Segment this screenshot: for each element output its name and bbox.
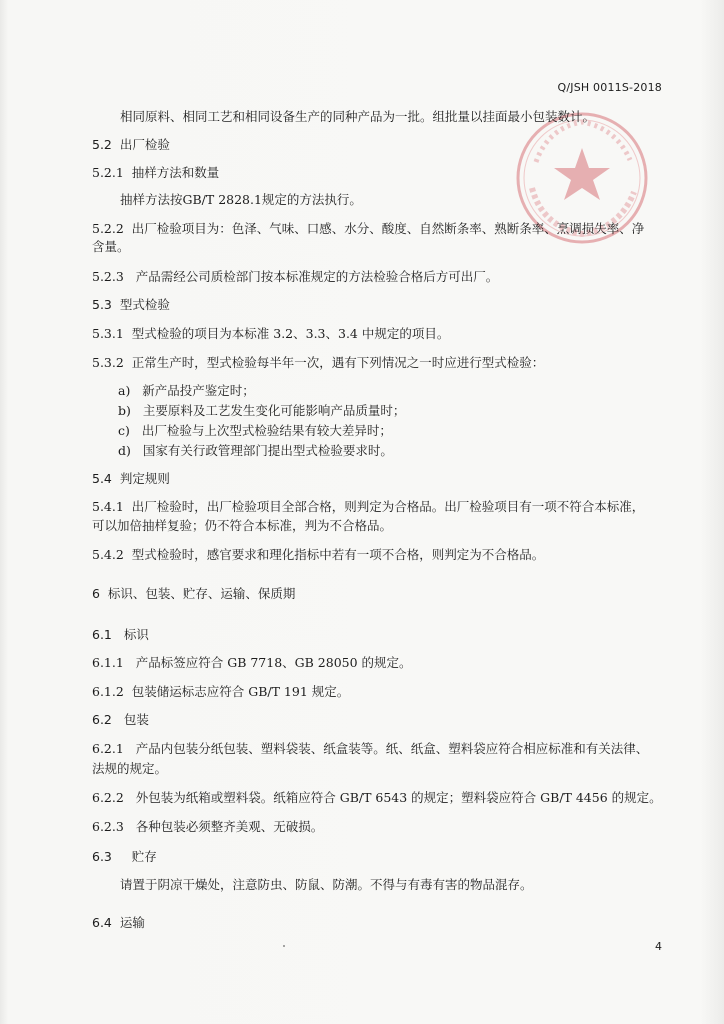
clause-text: 型式检验时，感官要求和理化指标中若有一项不合格，则判定为不合格品。 [131, 547, 545, 562]
section-title: 出厂检验 [119, 137, 170, 152]
clause-5-2-3 [92, 268, 498, 286]
clause-5-3-1 [92, 325, 449, 343]
clause-text: 外包装为纸箱或塑料袋。纸箱应符合 GB/T 6543 的规定；塑料袋应符合 GB/T 4456 的规定。 [135, 790, 662, 805]
section-title: 标识 [123, 627, 149, 642]
section-number: 5.4 [92, 471, 112, 486]
section-number: 6.3 [92, 849, 112, 864]
document-code: Q/JSH 0011S-2018 [557, 81, 662, 94]
clause-5-4-2 [92, 546, 544, 564]
list-marker: b) [118, 403, 131, 418]
clause-text: 产品内包装分纸包装、塑料袋装、纸盒装等。纸、纸盒、塑料袋应符合相应标准和有关法律、 [135, 741, 649, 756]
section-title: 型式检验 [119, 297, 170, 312]
list-marker: a) [118, 383, 131, 398]
list-item-a [118, 382, 255, 400]
clause-6-2-1 [92, 740, 648, 758]
paragraph-batch-definition: 相同原料、相同工艺和相同设备生产的同种产品为一批。组批量以挂面最小包装数计。 [120, 109, 596, 124]
clause-number: 5.3.1 [92, 326, 124, 341]
clause-5-2-2-continued: 含量。 [92, 239, 130, 254]
section-number: 6.4 [92, 915, 112, 930]
list-item-text: 国家有关行政管理部门提出型式检验要求时。 [142, 443, 393, 458]
list-item-text: 出厂检验与上次型式检验结果有较大差异时； [141, 423, 392, 438]
clause-number: 6.2.3 [92, 819, 124, 834]
section-title: 判定规则 [119, 471, 170, 486]
clause-number: 5.2.3 [92, 269, 124, 284]
clause-6-1-2 [92, 683, 349, 701]
section-title: 抽样方法和数量 [131, 165, 220, 180]
clause-6-2-1-continued: 法规的规定。 [92, 761, 168, 776]
section-heading-6-3 [92, 848, 157, 866]
section-title: 包装 [123, 712, 149, 727]
paragraph-sampling-method: 抽样方法按GB/T 2828.1规定的方法执行。 [120, 192, 362, 207]
clause-text: 型式检验的项目为本标准 3.2、3.3、3.4 中规定的项目。 [131, 326, 450, 341]
clause-6-2-2 [92, 789, 662, 807]
clause-number: 5.4.2 [92, 547, 124, 562]
section-number: 6.1 [92, 627, 112, 642]
clause-5-3-2 [92, 354, 544, 372]
clause-number: 5.2.2 [92, 221, 124, 236]
clause-text: 各种包装必须整齐美观、无破损。 [135, 819, 324, 834]
section-heading-6-1 [92, 626, 149, 644]
section-heading-5-2 [92, 136, 170, 154]
clause-number: 6.1.1 [92, 655, 124, 670]
section-title: 贮存 [131, 849, 157, 864]
clause-5-2-2 [92, 220, 644, 238]
clause-6-2-3 [92, 818, 323, 836]
clause-text: 包装储运标志应符合 GB/T 191 规定。 [131, 684, 350, 699]
page-number: 4 [655, 940, 662, 953]
list-item-text: 新产品投产鉴定时； [142, 383, 255, 398]
section-number: 5.2.1 [92, 165, 124, 180]
section-number: 5.3 [92, 297, 112, 312]
list-item-c [118, 422, 392, 440]
clause-text: 产品需经公司质检部门按本标准规定的方法检验合格后方可出厂。 [135, 269, 499, 284]
clause-6-1-1 [92, 654, 412, 672]
section-heading-6-2 [92, 711, 149, 729]
clause-number: 5.4.1 [92, 499, 124, 514]
section-number: 5.2 [92, 137, 112, 152]
paragraph-storage: 请置于阴凉干燥处，注意防虫、防鼠、防潮。不得与有毒有害的物品混存。 [120, 877, 533, 892]
section-heading-5-2-1 [92, 164, 219, 182]
list-marker: d) [118, 443, 131, 458]
list-item-b [118, 402, 405, 420]
clause-5-4-1-continued: 可以加倍抽样复验；仍不符合本标准，判为不合格品。 [92, 518, 393, 533]
clause-5-4-1 [92, 498, 644, 516]
clause-number: 6.1.2 [92, 684, 124, 699]
clause-text: 正常生产时，型式检验每半年一次，遇有下列情况之一时应进行型式检验： [131, 355, 545, 370]
clause-text: 出厂检验时，出厂检验项目全部合格，则判定为合格品。出厂检验项目有一项不符合本标准， [131, 499, 645, 514]
section-number: 6.2 [92, 712, 112, 727]
section-heading-5-3 [92, 296, 170, 314]
section-heading-5-4 [92, 470, 170, 488]
section-heading-6-4 [92, 914, 145, 932]
list-item-text: 主要原料及工艺发生变化可能影响产品质量时； [142, 403, 406, 418]
clause-number: 6.2.2 [92, 790, 124, 805]
clause-number: 6.2.1 [92, 741, 124, 756]
chapter-heading-6 [92, 585, 295, 603]
section-title: 运输 [119, 915, 145, 930]
chapter-number: 6 [92, 586, 100, 601]
clause-text: 产品标签应符合 GB 7718、GB 28050 的规定。 [135, 655, 412, 670]
chapter-title: 标识、包装、贮存、运输、保质期 [107, 586, 296, 601]
list-item-d [118, 442, 393, 460]
scan-speck [283, 945, 285, 947]
list-marker: c) [118, 423, 130, 438]
clause-text: 出厂检验项目为：色泽、气味、口感、水分、酸度、自然断条率、熟断条率、烹调损失率、净 [131, 221, 645, 236]
clause-number: 5.3.2 [92, 355, 124, 370]
